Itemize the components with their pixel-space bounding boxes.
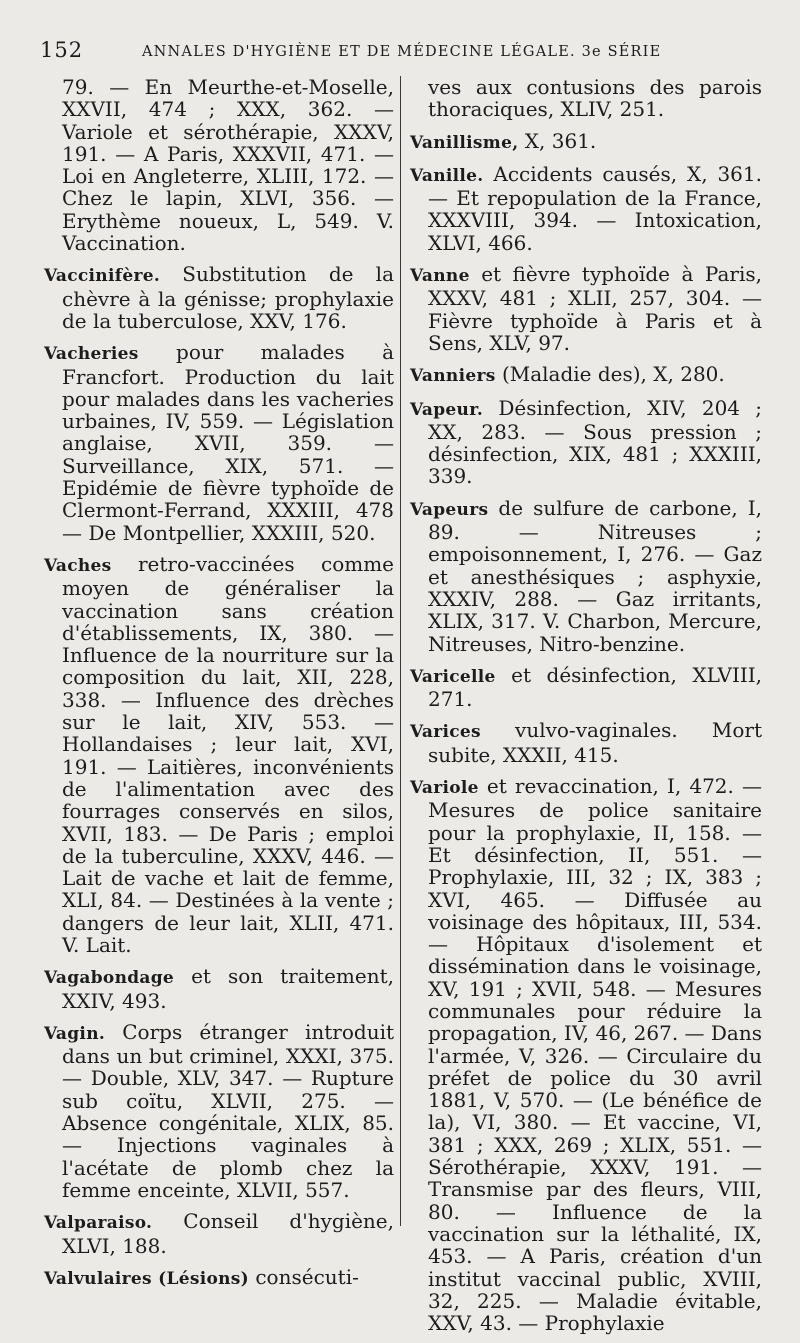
- right-column: [410, 76, 762, 1343]
- entry-headword: Vanille.: [410, 165, 484, 186]
- entry-headword: Vacheries: [44, 344, 139, 365]
- running-title: ANNALES D'HYGIÈNE ET DE MÉDECINE LÉGALE. 3e SÉRIE: [142, 44, 662, 60]
- index-entry: [410, 397, 762, 488]
- entry-headword: Vapeur.: [410, 399, 484, 420]
- entry-headword: Varicelle: [410, 666, 496, 687]
- entry-text: et revaccination, I, 472. — Mesures de police sanitaire pour la prophylaxie, II, 158. — Et désinfection, II, 551. — Prophylaxie, III, 32 ; IX, 383 ; XVI, 465. — Diffusée au voisinage des hôpitaux, III, 534. — Hôpitaux d'isolement et dissémination dans le voisinage, XV, 191 ; XVII, 548. — Mesures communales pour réduire la propagation, IV, 46, 267. — Dans l'armée, V, 326. — Circulaire du préfet de police du 30 avril 1881, V, 570. — (Le bénéfice de la), VI, 380. — Et vaccine, VI, 381 ; XXX, 269 ; XLIX, 551. — Sérothérapie, XXXV, 191. — Transmise par des fleurs, VIII, 80. — Influence de la vaccination sur la léthalité, IX, 453. — A Paris, création d'un institut vaccinal public, XVIII, 32, 225. — Maladie évitable, XXV, 43. — Prophylaxie: [428, 774, 763, 1336]
- entry-headword: Vapeurs: [410, 499, 489, 520]
- entry-headword: Vanillisme,: [410, 132, 519, 153]
- entry-text: Désinfection, XIV, 204 ; XX, 283. — Sous pression ; désinfection, XIX, 481 ; XXXIII, 339.: [428, 395, 763, 489]
- entry-text: et son traitement, XXIV, 493.: [62, 964, 395, 1013]
- entry-text: vulvo-vaginales. Mort subite, XXXII, 415.: [428, 718, 762, 767]
- entry-text: (Maladie des), X, 280.: [501, 362, 725, 387]
- index-entry: [410, 130, 762, 154]
- index-entry: [44, 1210, 394, 1257]
- index-entry: [44, 965, 394, 1012]
- page-number: 152: [40, 38, 84, 62]
- entry-headword: Vanniers: [410, 366, 496, 387]
- entry-text: Accidents causés, X, 361. — Et repopulation de la France, XXXVIII, 394. — Intoxication, XLVI, 466.: [428, 161, 762, 255]
- entry-text: 79. — En Meurthe-et-Moselle, XXVII, 474 ; XXX, 362. — Variole et sérothérapie, XXXV, 191. — A Paris, XXXVII, 471. — Loi en Angleterre, XLIII, 172. — Chez le lapin, XLVI, 356. — Erythème noueux, L, 549. V. Vaccination.: [62, 75, 394, 256]
- page-header: [40, 38, 770, 68]
- index-entry: [410, 363, 762, 387]
- left-column: [44, 76, 394, 1299]
- entry-text: pour malades à Francfort. Production du lait pour malades dans les vacheries urbaines, IV, 559. — Législation anglaise, XVII, 359. — Surveillance, XIX, 571. — Epidémie de fièvre typhoïde de Clermont-Ferrand, XXXIII, 478 — De Montpellier, XXXIII, 520.: [62, 340, 394, 545]
- entry-text: consécuti-: [255, 1264, 359, 1289]
- entry-text: de sulfure de carbone, I, 89. — Nitreuses ; empoisonnement, I, 276. — Gaz et anesthésiques ; asphyxie, XXXIV, 288. — Gaz irritants, XLIX, 317. V. Charbon, Mercure, Nitreuses, Nitro-benzine.: [428, 495, 762, 656]
- entry-text: et fièvre typhoïde à Paris, XXXV, 481 ; XLII, 257, 304. — Fièvre typhoïde à Paris et à Sens, XLV, 97.: [428, 262, 762, 355]
- entry-text: ves aux contusions des parois thoraciques, XLIV, 251.: [428, 75, 762, 122]
- entry-text: Substitution de la chèvre à la génisse; prophylaxie de la tuberculose, XXV, 176.: [62, 262, 395, 333]
- index-entry: [44, 341, 394, 544]
- index-entry: [410, 163, 762, 254]
- entry-headword: Vaccinifère.: [44, 266, 161, 287]
- index-entry: [44, 263, 394, 332]
- index-entry: [410, 664, 762, 711]
- index-entry: [410, 263, 762, 354]
- entry-headword: Vaches: [44, 555, 112, 576]
- index-entry: [410, 719, 762, 766]
- index-entry: [44, 1266, 394, 1290]
- index-entry: [44, 76, 394, 254]
- entry-headword: Valvulaires (Lésions): [44, 1268, 249, 1289]
- index-entry: [410, 775, 762, 1334]
- entry-headword: Vanne: [410, 266, 470, 287]
- entry-text: retro-vaccinées comme moyen de généraliser la vaccination sans création d'établissements, IX, 380. — Influence de la nourriture sur la composition du lait, XII, 228, 338. — Influence des drèches sur le lait, XIV, 553. — Hollandaises ; leur lait, XVI, 191. — Laitières, inconvénients de l'alimentation avec des fourrages conservés en silos, XVII, 183. — De Paris ; emploi de la tuberculine, XXXV, 446. — Lait de vache et lait de femme, XLI, 84. — Destinées à la vente ; dangers de leur lait, XLII, 471. V. Lait.: [62, 551, 394, 957]
- index-entry: [44, 1021, 394, 1201]
- index-entry: [410, 76, 762, 121]
- entry-text: X, 361.: [524, 128, 597, 153]
- entry-text: Corps étranger introduit dans un but criminel, XXXI, 375. — Double, XLV, 347. — Rupture sub coïtu, XLVII, 275. — Absence congénitale, XLIX, 85. — Injections vaginales à l'acétate de plomb chez la femme enceinte, XLVII, 557.: [62, 1019, 395, 1202]
- entry-text: et désinfection, XLVIII, 271.: [428, 662, 763, 712]
- entry-headword: Vagabondage: [44, 968, 175, 989]
- entry-headword: Varices: [410, 722, 481, 743]
- entry-headword: Valparaiso.: [44, 1213, 153, 1234]
- column-divider: [400, 76, 401, 1226]
- entry-headword: Variole: [410, 778, 479, 799]
- entry-text: Conseil d'hygiène, XLVI, 188.: [62, 1209, 394, 1258]
- index-entry: [410, 497, 762, 655]
- index-entry: [44, 553, 394, 956]
- entry-headword: Vagin.: [44, 1023, 106, 1044]
